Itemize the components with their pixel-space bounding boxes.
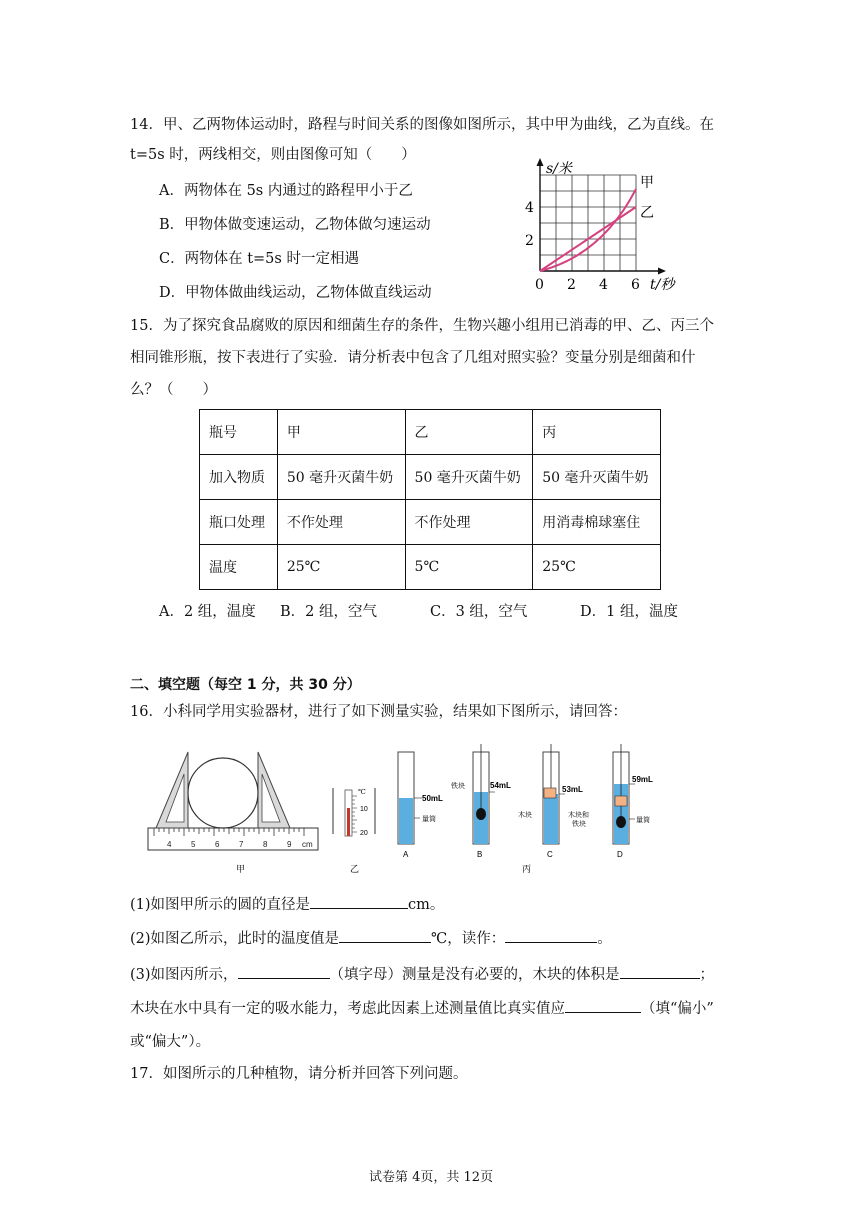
q16-part3b-end: （填“偏小” <box>641 1001 714 1017</box>
answer-blank[interactable] <box>339 928 431 943</box>
q16-part1 <box>130 894 444 915</box>
table-cell: 温度 <box>200 545 278 590</box>
q15-option-b[interactable]: B．2 组，空气 <box>280 604 377 620</box>
answer-blank[interactable] <box>565 998 641 1013</box>
q16-part2-mid: ℃，读作： <box>431 931 506 947</box>
label-mukuai-he: 木块和 <box>568 812 589 819</box>
x-axis-label: t/秒 <box>650 277 675 293</box>
cylinder-d-letter: D <box>617 850 623 859</box>
q16-part3b-text: 木块在水中具有一定的吸水能力，考虑此因素上述测量值比真实值应 <box>130 1001 565 1017</box>
ruler-tick: 6 <box>215 840 220 849</box>
answer-blank[interactable] <box>238 964 330 979</box>
q16-part3-end: ； <box>699 967 715 983</box>
x-tick-6: 6 <box>631 277 640 293</box>
table-cell: 25℃ <box>533 545 661 590</box>
ruler-tick: 4 <box>167 840 172 849</box>
cylinder-b-volume: 54mL <box>490 781 511 790</box>
cylinder-d-volume: 59mL <box>632 775 653 784</box>
q17-stem: 17．如图所示的几种植物，请分析并回答下列问题。 <box>130 1066 468 1082</box>
fig-label-yi: 乙 <box>350 865 360 875</box>
circle-shape <box>188 758 258 828</box>
curve-jia-label: 甲 <box>640 175 654 191</box>
q16-part2 <box>130 928 612 949</box>
table-cell: 5℃ <box>405 545 533 590</box>
ruler-tick: 8 <box>263 840 268 849</box>
q16-figure <box>140 744 680 878</box>
label-tiekuai-d: 铁块 <box>572 821 586 828</box>
page-footer: 试卷第 4页，共 12页 <box>369 1170 494 1185</box>
cylinder-a-letter: A <box>403 850 409 859</box>
table-cell: 瓶口处理 <box>200 500 278 545</box>
answer-blank[interactable] <box>505 928 597 943</box>
q16-part2-text: (2)如图乙所示，此时的温度值是 <box>130 931 340 947</box>
cylinder-b-letter: B <box>477 850 483 859</box>
q14-stem-line1: 14．甲、乙两物体运动时，路程与时间关系的图像如图所示，其中甲为曲线，乙为直线。在 <box>130 117 714 133</box>
table-cell: 用消毒棉球塞住 <box>533 500 661 545</box>
q16-part3-text: (3)如图丙所示， <box>130 967 238 983</box>
label-mukuai: 木块 <box>518 812 532 819</box>
q16-part1-unit: cm。 <box>408 897 445 913</box>
fig-label-jia: 甲 <box>236 865 246 875</box>
ruler-tick: 5 <box>191 840 196 849</box>
q14-stem-line2: t=5s 时，两线相交，则由图像可知（ ） <box>130 147 416 163</box>
ruler-unit: cm <box>302 840 313 849</box>
thermometer-figure <box>333 788 375 875</box>
thermometer-tick-10: 10 <box>360 806 368 813</box>
table-cell: 瓶号 <box>200 410 278 455</box>
cylinder-a-label: 量筒 <box>422 816 436 823</box>
cylinder-a-volume: 50mL <box>422 794 443 803</box>
q14-option-a[interactable]: A．两物体在 5s 内通过的路程甲小于乙 <box>159 183 413 199</box>
q15-stem-line3: 么？（ ） <box>130 382 217 398</box>
q15-experiment-table <box>199 409 661 590</box>
q16-part2-end: 。 <box>597 931 612 947</box>
table-row <box>200 410 661 455</box>
x-tick-2: 2 <box>567 277 576 293</box>
table-cell: 50 毫升灭菌牛奶 <box>533 455 661 500</box>
q16-part3 <box>130 964 714 985</box>
table-cell: 甲 <box>277 410 405 455</box>
table-row <box>200 500 661 545</box>
thermometer-tick-20: 20 <box>360 830 368 837</box>
q15-stem-line1: 15．为了探究食品腐败的原因和细菌生存的条件，生物兴趣小组用已消毒的甲、乙、丙三个 <box>130 318 714 334</box>
graph-grid <box>540 175 636 271</box>
q16-stem: 16．小科同学用实验器材，进行了如下测量实验，结果如下图所示，请回答： <box>130 704 627 720</box>
fig-label-bing: 丙 <box>522 864 532 874</box>
q16-part3-line3: 或“偏大”）。 <box>130 1034 211 1050</box>
cylinders-figure <box>398 744 653 874</box>
ruler-tick: 9 <box>287 840 292 849</box>
table-row <box>200 545 661 590</box>
cylinder-c-volume: 53mL <box>562 785 583 794</box>
table-cell: 25℃ <box>277 545 405 590</box>
cylinder-c-letter: C <box>547 850 553 859</box>
label-tiekuai: 铁块 <box>451 783 465 790</box>
table-cell: 不作处理 <box>405 500 533 545</box>
answer-blank[interactable] <box>310 894 408 909</box>
line-yi-label: 乙 <box>640 205 654 221</box>
q15-option-c[interactable]: C．3 组，空气 <box>430 604 528 620</box>
ruler-tick: 7 <box>239 840 244 849</box>
table-cell: 50 毫升灭菌牛奶 <box>277 455 405 500</box>
table-cell: 不作处理 <box>277 500 405 545</box>
y-axis-label: s/米 <box>546 161 572 177</box>
table-cell: 乙 <box>405 410 533 455</box>
section-title-fill-in: 二、填空题（每空 1 分，共 30 分） <box>130 677 361 693</box>
thermometer-unit: ℃ <box>358 788 366 796</box>
table-cell: 加入物质 <box>200 455 278 500</box>
q16-part1-text: (1)如图甲所示的圆的直径是 <box>130 897 311 913</box>
y-tick-4: 4 <box>525 200 534 216</box>
answer-blank[interactable] <box>620 964 700 979</box>
table-cell: 50 毫升灭菌牛奶 <box>405 455 533 500</box>
ruler-figure <box>148 752 318 875</box>
q15-option-a[interactable]: A．2 组，温度 <box>159 604 256 620</box>
q14-distance-time-graph <box>512 155 682 295</box>
table-cell: 丙 <box>533 410 661 455</box>
q14-option-c[interactable]: C．两物体在 t=5s 时一定相遇 <box>159 251 359 267</box>
x-tick-0: 0 <box>535 277 544 293</box>
q14-option-d[interactable]: D．甲物体做曲线运动，乙物体做直线运动 <box>159 285 432 301</box>
q16-part3-mid: （填字母）测量是没有必要的，木块的体积是 <box>329 967 620 983</box>
x-tick-4: 4 <box>599 277 608 293</box>
y-tick-2: 2 <box>525 233 534 249</box>
q15-option-d[interactable]: D．1 组，温度 <box>580 604 678 620</box>
q15-stem-line2: 相同锥形瓶，按下表进行了实验．请分析表中包含了几组对照实验？变量分别是细菌和什 <box>130 350 696 366</box>
q16-part3-line2 <box>130 998 714 1019</box>
q14-option-b[interactable]: B．甲物体做变速运动，乙物体做匀速运动 <box>159 217 431 233</box>
cylinder-d-label: 量筒 <box>636 817 650 824</box>
table-row <box>200 455 661 500</box>
